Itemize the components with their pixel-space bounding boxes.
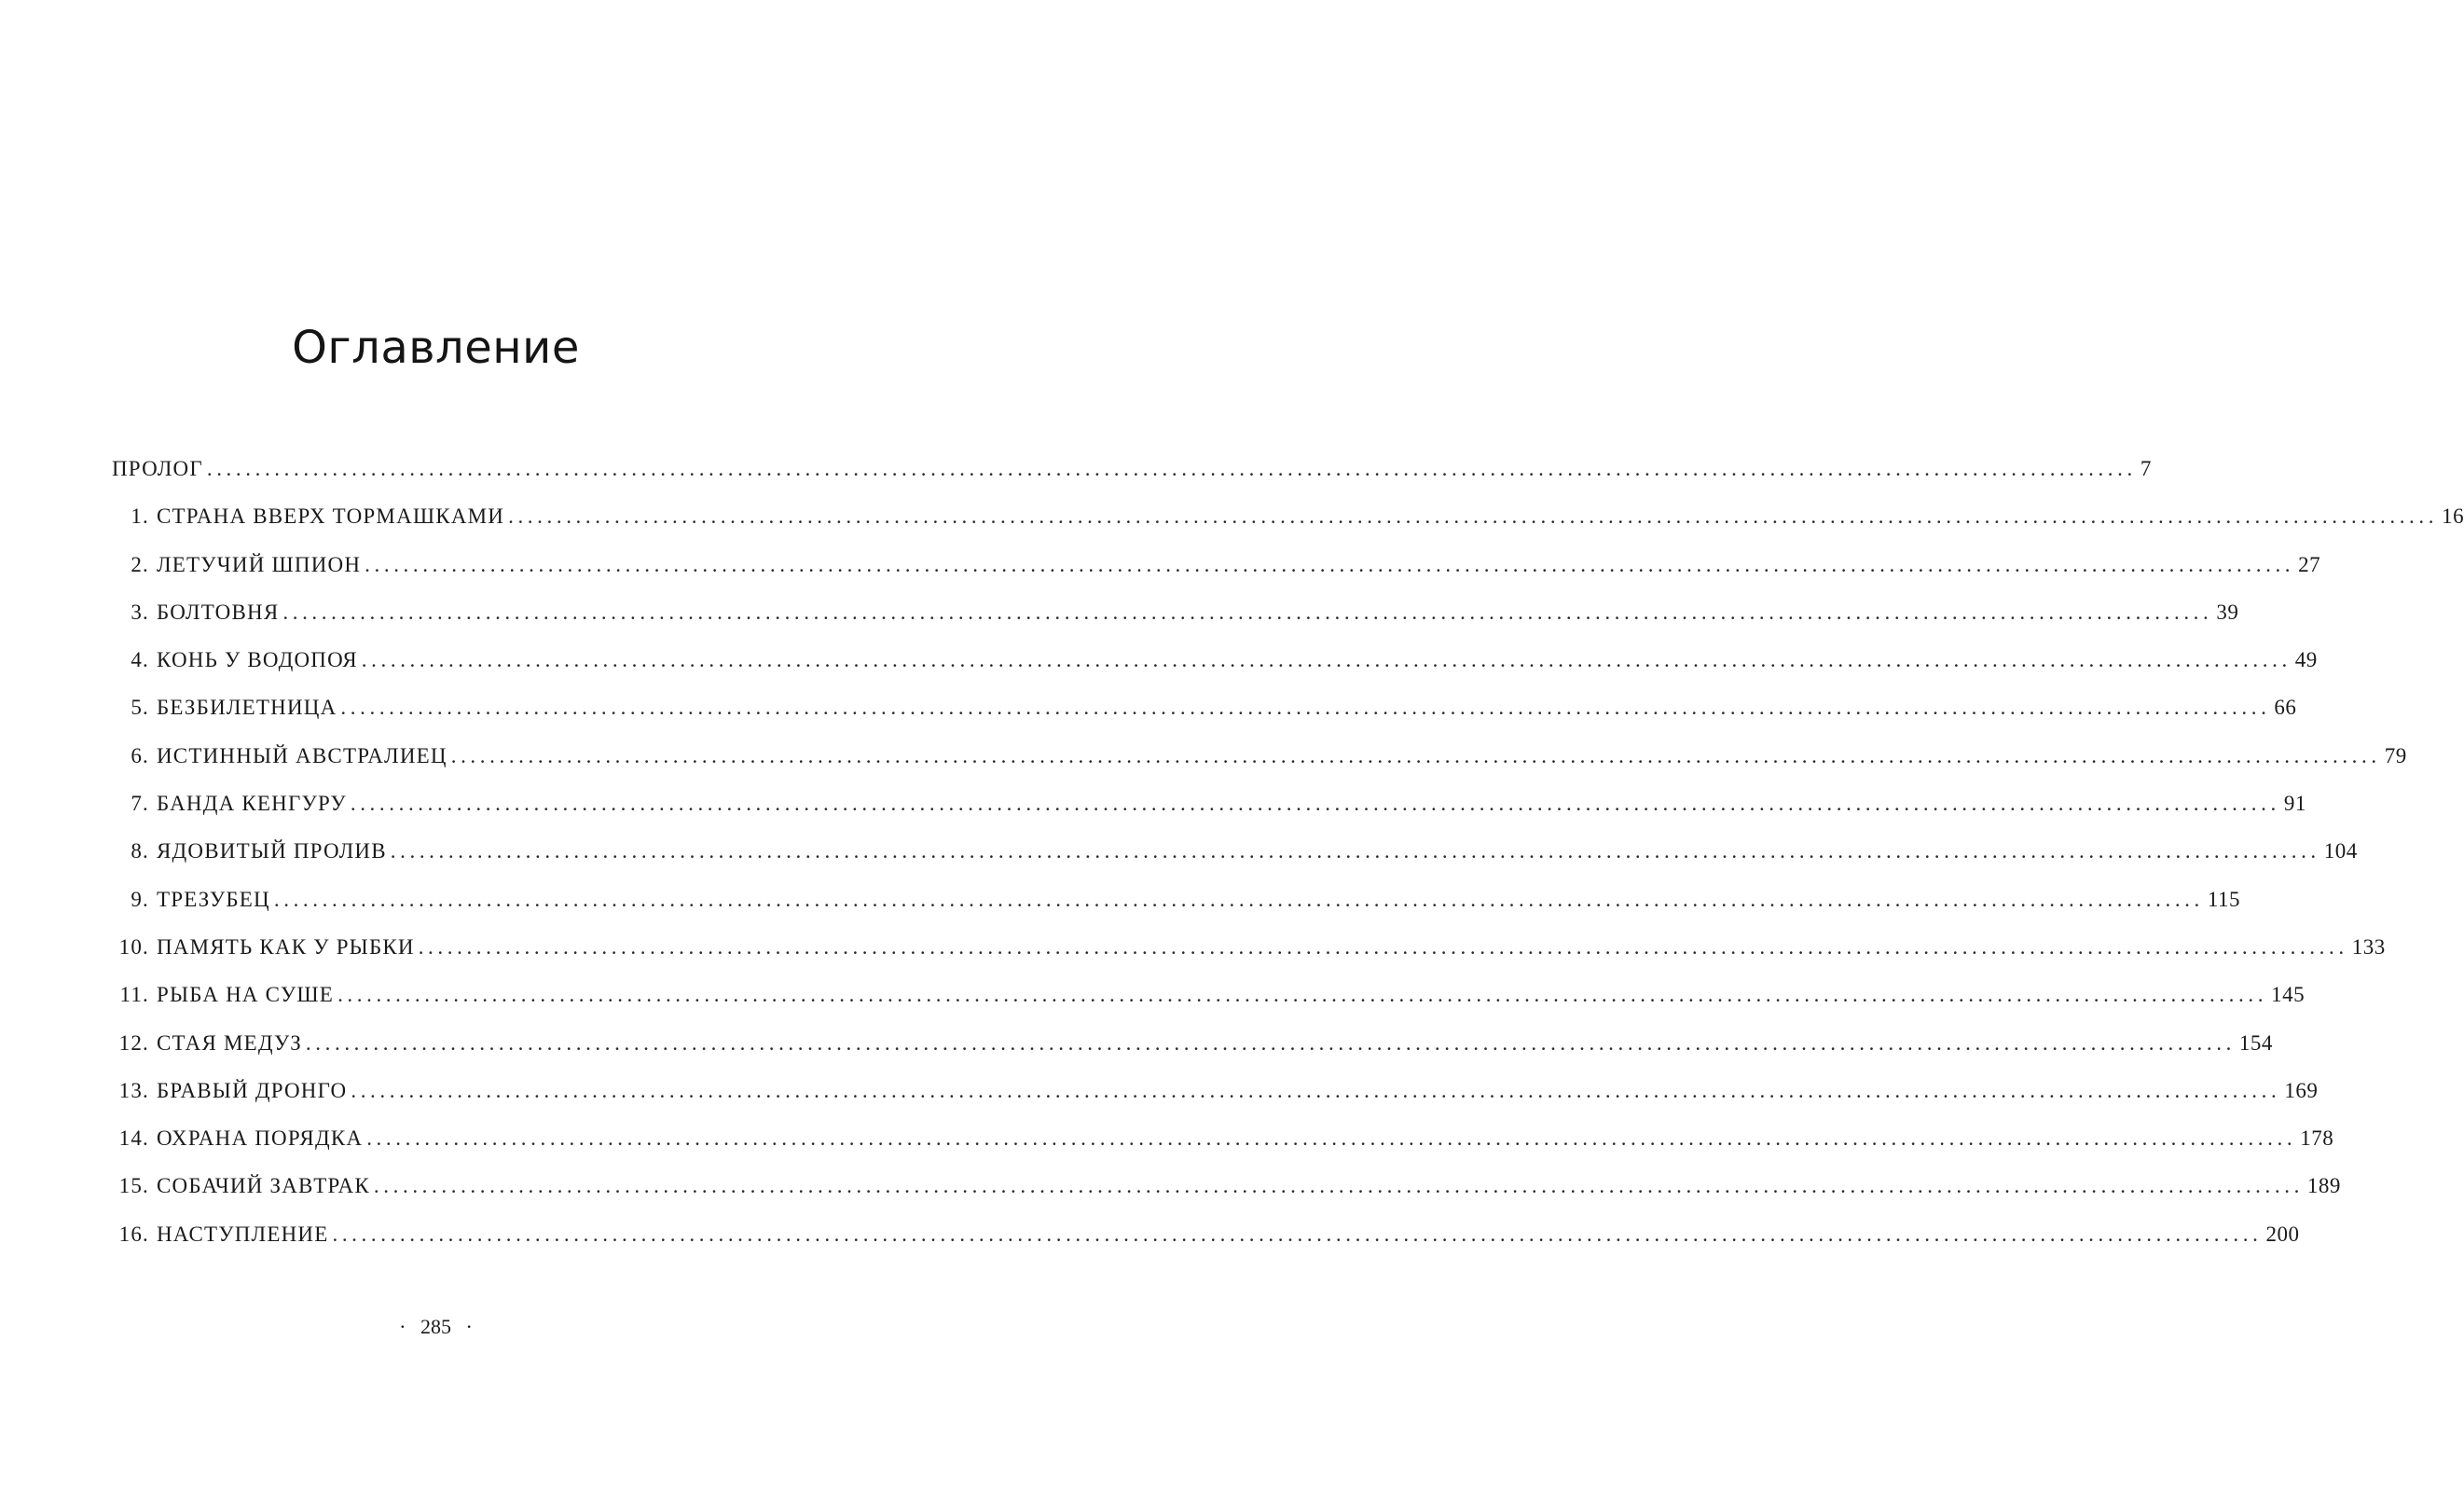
page-number: 285 — [420, 1315, 451, 1338]
folio-left-mark: · — [399, 1315, 406, 1338]
toc-entry-number: 11. — [119, 983, 149, 1007]
toc-entry-number: 14. — [118, 1126, 149, 1151]
toc-entry-title: СОБАЧИЙ ЗАВТРАК — [157, 1174, 370, 1198]
toc-entry — [112, 839, 2358, 887]
toc-dot-leader: ........................................................................................................................................................................................................ — [390, 839, 2320, 863]
toc-dot-leader: ........................................................................................................................................................................................................ — [373, 1174, 2304, 1198]
toc-entry-number: 5. — [131, 696, 149, 720]
toc-entry-number: 6. — [131, 743, 149, 767]
toc-entry — [112, 648, 2318, 696]
toc-entry — [112, 504, 2464, 552]
toc-entry-page: 154 — [2238, 1030, 2273, 1055]
toc-entry — [112, 1222, 2300, 1270]
toc-entry-number: 13. — [118, 1078, 149, 1102]
toc-dot-leader: ........................................................................................................................................................................................................ — [340, 696, 2271, 720]
toc-entry-title: БАНДА КЕНГУРУ — [157, 792, 347, 816]
toc-entry — [112, 600, 2239, 648]
toc-entry-number: 2. — [131, 552, 149, 576]
toc-entry — [112, 1078, 2319, 1126]
toc-entry — [112, 552, 2321, 601]
toc-entry — [112, 1174, 2341, 1222]
toc-entry-number: 9. — [131, 887, 149, 911]
toc-entry — [112, 1030, 2273, 1079]
toc-entry-page: 169 — [2284, 1078, 2319, 1102]
toc-entry-number: 16. — [118, 1222, 149, 1246]
toc-entry-page: 7 — [2140, 457, 2152, 480]
toc-entry-page: 104 — [2323, 839, 2358, 863]
toc-entry-page: 91 — [2283, 792, 2306, 816]
toc-dot-leader: ........................................................................................................................................................................................................ — [206, 457, 2137, 480]
toc-entry-page: 66 — [2274, 696, 2297, 720]
table-of-contents — [112, 457, 2464, 1270]
toc-entry-number: 12. — [118, 1030, 149, 1055]
toc-entry-title: ЯДОВИТЫЙ ПРОЛИВ — [157, 839, 387, 863]
toc-entry-title: СТРАНА ВВЕРХ ТОРМАШКАМИ — [157, 504, 505, 529]
toc-dot-leader: ........................................................................................................................................................................................................ — [305, 1030, 2236, 1055]
toc-dot-leader: ........................................................................................................................................................................................................ — [361, 648, 2292, 672]
toc-entry-title: БРАВЫЙ ДРОНГО — [157, 1078, 348, 1102]
toc-entry-page: 145 — [2271, 983, 2306, 1007]
toc-entry — [112, 934, 2386, 983]
toc-entry-title: КОНЬ У ВОДОПОЯ — [157, 648, 358, 672]
toc-entry — [112, 1126, 2334, 1174]
toc-entry — [112, 696, 2297, 743]
toc-entry-title: СТАЯ МЕДУЗ — [157, 1030, 302, 1055]
toc-entry-number: 10. — [118, 934, 149, 959]
toc-dot-leader: ........................................................................................................................................................................................................ — [450, 743, 2381, 767]
toc-dot-leader: ........................................................................................................................................................................................................ — [508, 504, 2439, 529]
page-footer — [0, 1315, 872, 1339]
toc-dot-leader: ........................................................................................................................................................................................................ — [337, 983, 2268, 1007]
toc-entry — [112, 743, 2407, 792]
toc-entry-title: ИСТИННЫЙ АВСТРАЛИЕЦ — [157, 743, 447, 767]
toc-entry-page: 27 — [2298, 552, 2321, 576]
toc-entry-title: БЕЗБИЛЕТНИЦА — [157, 696, 337, 720]
folio-right-mark: · — [465, 1315, 473, 1338]
toc-entry-title: ЛЕТУЧИЙ ШПИОН — [157, 552, 362, 576]
toc-entry — [112, 983, 2306, 1030]
toc-dot-leader: ........................................................................................................................................................................................................ — [273, 887, 2204, 911]
toc-entry-title: ПАМЯТЬ КАК У РЫБКИ — [157, 934, 415, 959]
toc-entry-title: ПРОЛОГ — [112, 457, 203, 480]
toc-entry-page: 16 — [2442, 504, 2464, 529]
toc-dot-leader: ........................................................................................................................................................................................................ — [282, 600, 2213, 624]
toc-entry-page: 49 — [2294, 648, 2318, 672]
toc-dot-leader: ........................................................................................................................................................................................................ — [365, 552, 2295, 576]
toc-dot-leader: ........................................................................................................................................................................................................ — [332, 1222, 2263, 1246]
toc-dot-leader: ........................................................................................................................................................................................................ — [350, 792, 2280, 816]
toc-entry-page: 189 — [2306, 1174, 2341, 1198]
toc-entry — [112, 792, 2306, 839]
toc-entry-number: 8. — [131, 839, 149, 863]
toc-entry-number: 1. — [131, 504, 149, 529]
toc-entry-page: 200 — [2265, 1222, 2300, 1246]
toc-entry-title: ОХРАНА ПОРЯДКА — [157, 1126, 364, 1151]
toc-entry-page: 79 — [2384, 743, 2407, 767]
page-title: Оглавление — [292, 322, 580, 374]
toc-dot-leader: ........................................................................................................................................................................................................ — [418, 934, 2348, 959]
toc-entry-number: 7. — [131, 792, 149, 816]
toc-entry-title: РЫБА НА СУШЕ — [157, 983, 335, 1007]
toc-entry-page: 39 — [2216, 600, 2239, 624]
toc-entry-page: 178 — [2300, 1126, 2334, 1151]
toc-entry — [112, 887, 2241, 935]
toc-entry-page: 115 — [2207, 887, 2241, 911]
toc-entry-number: 4. — [131, 648, 149, 672]
toc-entry-page: 133 — [2351, 934, 2386, 959]
toc-entry-title: НАСТУПЛЕНИЕ — [157, 1222, 329, 1246]
toc-entry-title: ТРЕЗУБЕЦ — [157, 887, 270, 911]
toc-dot-leader: ........................................................................................................................................................................................................ — [351, 1078, 2281, 1102]
toc-dot-leader: ........................................................................................................................................................................................................ — [366, 1126, 2297, 1151]
toc-entry-number: 3. — [131, 600, 149, 624]
toc-entry-number: 15. — [118, 1174, 149, 1198]
toc-entry — [112, 457, 2152, 504]
toc-entry-title: БОЛТОВНЯ — [157, 600, 280, 624]
